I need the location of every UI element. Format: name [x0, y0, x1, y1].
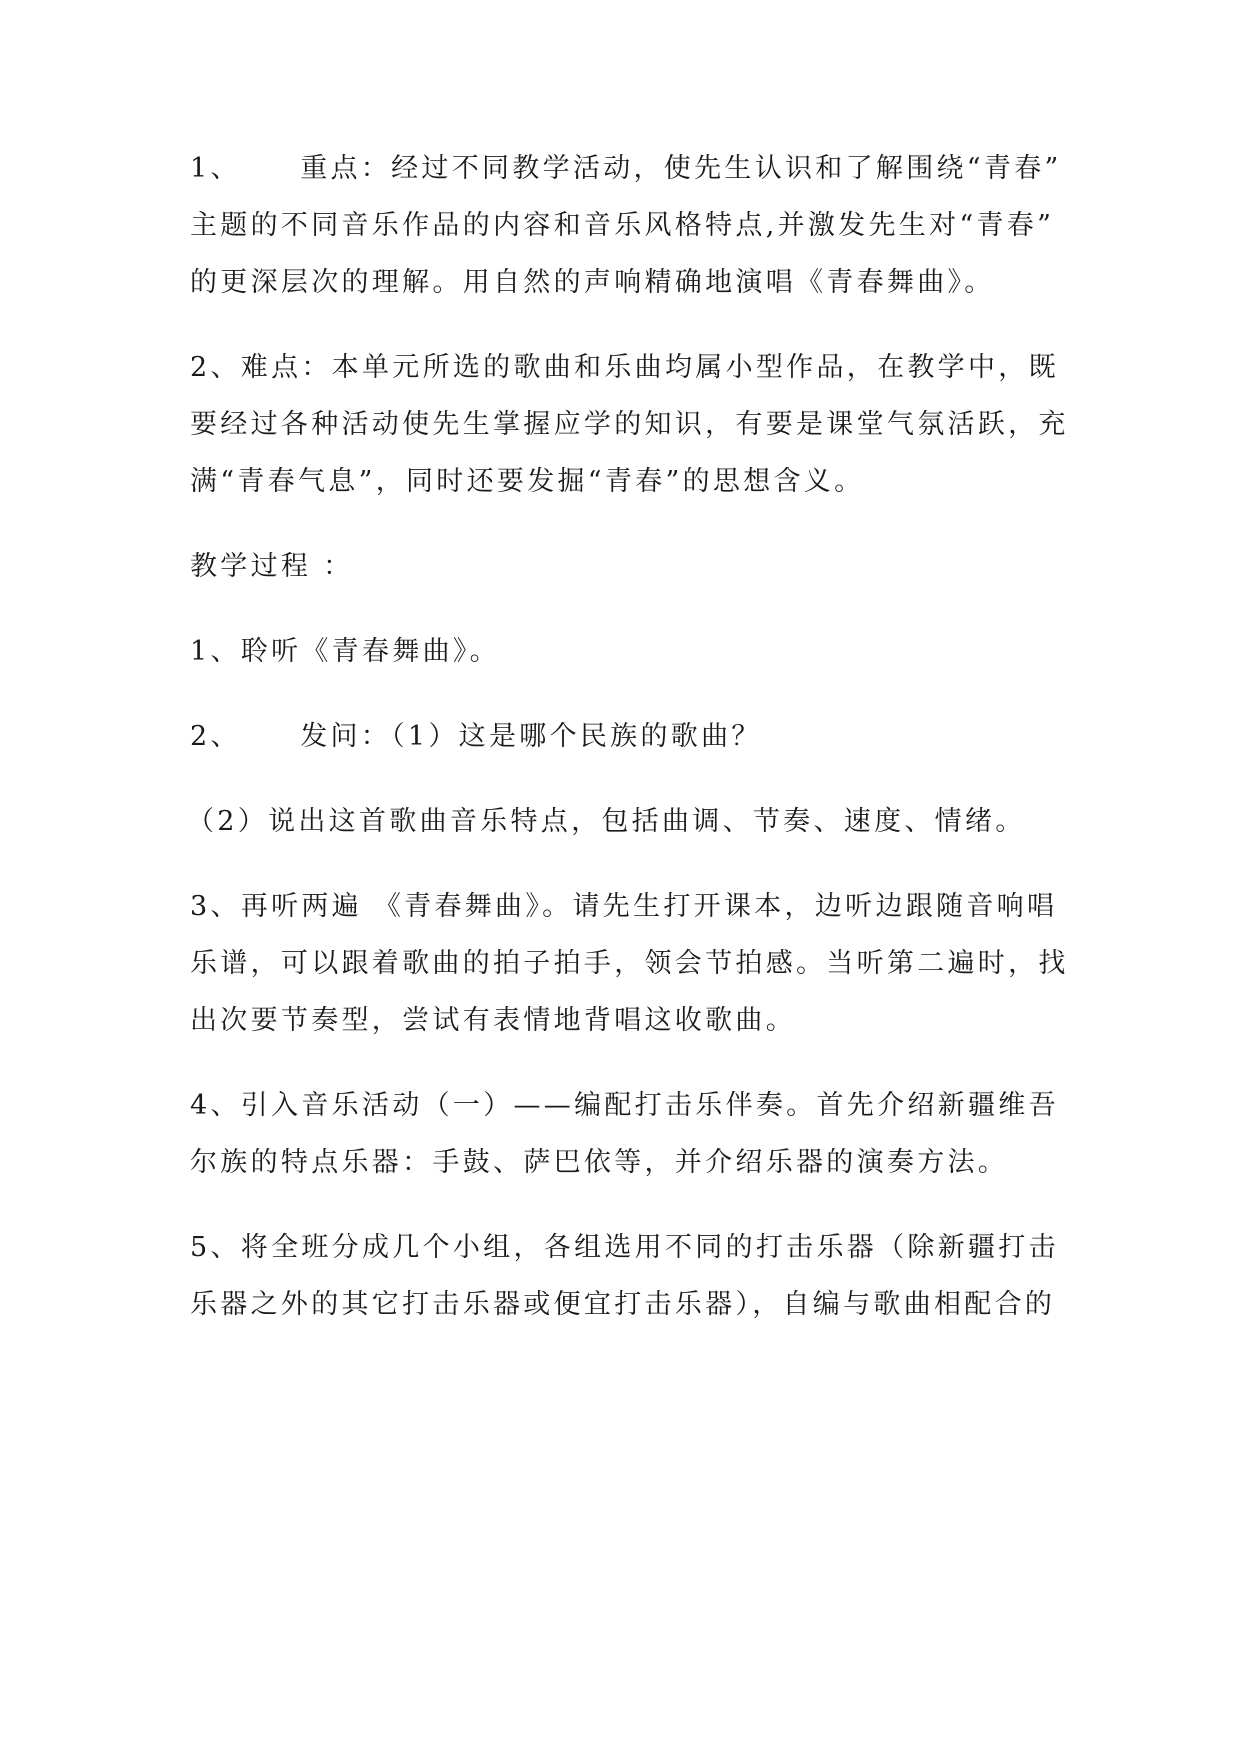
text-line: 要经过各种活动使先生掌握应学的知识，有要是课堂气氛活跃，充	[190, 409, 1069, 440]
text-line: 乐器之外的其它打击乐器或便宜打击乐器），自编与歌曲相配合的	[190, 1289, 1056, 1320]
text-line: 的更深层次的理解。用自然的声响精确地演唱《青春舞曲》。	[190, 267, 995, 298]
section-heading-teaching-process: 教学过程 ：	[190, 551, 354, 582]
step-2: 2、 发问：（1）这是哪个民族的歌曲？	[190, 721, 762, 752]
text-line: 乐谱，可以跟着歌曲的拍子拍手，领会节拍感。当听第二遍时，找	[190, 948, 1069, 979]
text-line: 5、将全班分成几个小组，各组选用不同的打击乐器（除新疆打击	[190, 1232, 1059, 1263]
text-line: 主题的不同音乐作品的内容和音乐风格特点,并激发先生对“青春”	[190, 210, 1055, 241]
step-2-sub: （2）说出这首歌曲音乐特点，包括曲调、节奏、速度、情绪。	[187, 806, 1026, 837]
text-line: 满“青春气息”，同时还要发掘“青春”的思想含义。	[190, 466, 865, 497]
text-line: 2、难点：本单元所选的歌曲和乐曲均属小型作品，在教学中，既	[190, 352, 1059, 383]
text-line: 1、 重点：经过不同教学活动，使先生认识和了解围绕“青春”	[190, 153, 1062, 184]
text-line: 4、引入音乐活动（一）——编配打击乐伴奏。首先介绍新疆维吾	[190, 1090, 1059, 1121]
text-line: 出次要节奏型，尝试有表情地背唱这收歌曲。	[190, 1005, 796, 1036]
text-line: 3、再听两遍 《青春舞曲》。请先生打开课本，边听边跟随音响唱	[190, 891, 1058, 922]
text-line: 尔族的特点乐器：手鼓、萨巴依等，并介绍乐器的演奏方法。	[190, 1147, 1009, 1178]
step-1: 1、聆听《青春舞曲》。	[190, 636, 500, 667]
